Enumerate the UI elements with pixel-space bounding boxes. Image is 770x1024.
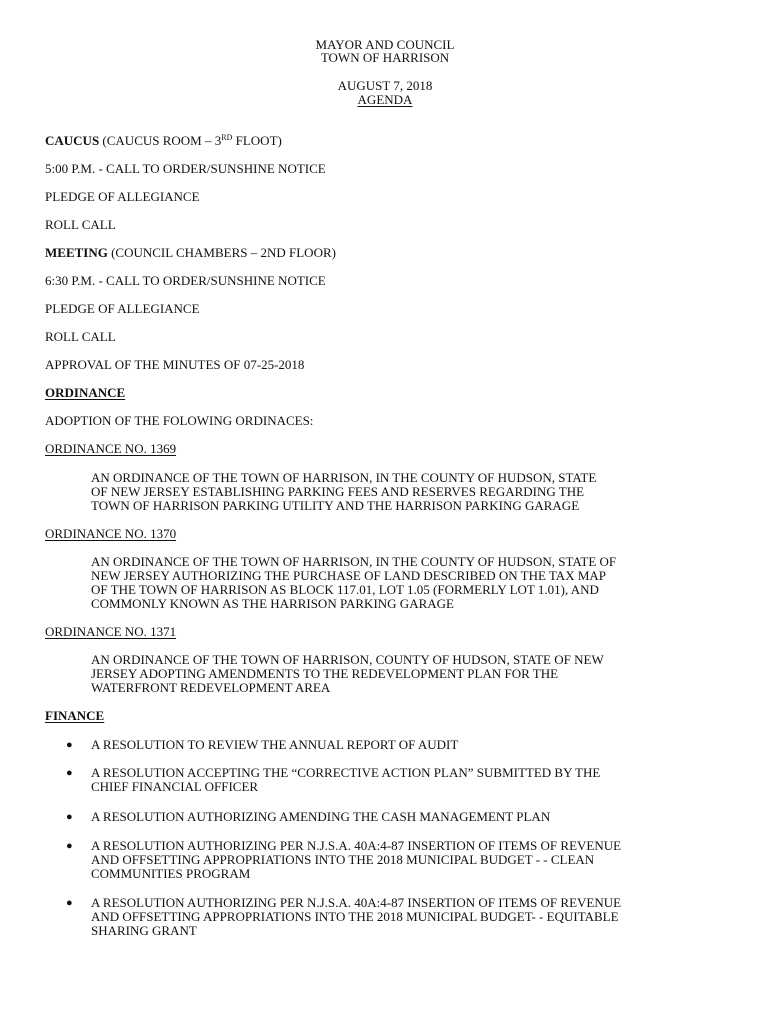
caucus-call: 5:00 P.M. - CALL TO ORDER/SUNSHINE NOTICE — [45, 161, 326, 176]
header-date: AUGUST 7, 2018 — [337, 78, 433, 93]
ordinance-text-line: WATERFRONT REDEVELOPMENT AREA — [91, 680, 331, 695]
ordinance-text-line: AN ORDINANCE OF THE TOWN OF HARRISON, COUNTY OF HUDSON, STATE OF NEW — [91, 652, 604, 667]
finance-item-line: AND OFFSETTING APPROPRIATIONS INTO THE 2018 MUNICIPAL BUDGET- - EQUITABLE — [91, 909, 619, 924]
bullet-icon: ● — [66, 811, 73, 823]
ordinance-heading-text: ORDINANCE — [45, 385, 126, 400]
meeting-label: MEETING — [45, 245, 108, 260]
caucus-pledge: PLEDGE OF ALLEGIANCE — [45, 189, 200, 204]
finance-item-line: A RESOLUTION ACCEPTING THE “CORRECTIVE ACTION PLAN” SUBMITTED BY THE — [91, 765, 601, 780]
ordinance-text-line: OF THE TOWN OF HARRISON AS BLOCK 117.01, LOT 1.05 (FORMERLY LOT 1.01), AND — [91, 582, 599, 597]
caucus-room-pre: (CAUCUS ROOM – 3 — [102, 133, 222, 148]
caucus-room-sup: RD — [221, 133, 233, 142]
finance-item-line: A RESOLUTION AUTHORIZING AMENDING THE CASH MANAGEMENT PLAN — [91, 809, 551, 824]
ordinance-text-line: JERSEY ADOPTING AMENDMENTS TO THE REDEVELOPMENT PLAN FOR THE — [91, 666, 559, 681]
bullet-icon: ● — [66, 897, 73, 909]
finance-heading — [45, 709, 104, 723]
ordinance-1370-number: ORDINANCE NO. 1370 — [45, 526, 177, 541]
bullet-icon: ● — [66, 739, 73, 751]
meeting-heading — [45, 246, 336, 260]
caucus-room-post: FLOOT) — [232, 133, 282, 148]
bullet-icon: ● — [66, 840, 73, 852]
ordinance-1369-number: ORDINANCE NO. 1369 — [45, 441, 177, 456]
ordinance-intro: ADOPTION OF THE FOLOWING ORDINACES: — [45, 413, 314, 428]
ordinance-text-line: COMMONLY KNOWN AS THE HARRISON PARKING GARAGE — [91, 596, 454, 611]
header-title: MAYOR AND COUNCIL — [315, 37, 455, 52]
finance-item-line: COMMUNITIES PROGRAM — [91, 866, 251, 881]
meeting-room: (COUNCIL CHAMBERS – 2ND FLOOR) — [107, 245, 336, 260]
caucus-label: CAUCUS — [45, 133, 100, 148]
ordinance-number — [45, 442, 176, 456]
meeting-call: 6:30 P.M. - CALL TO ORDER/SUNSHINE NOTICE — [45, 273, 326, 288]
bullet-icon: ● — [66, 767, 73, 779]
ordinance-heading — [45, 386, 125, 400]
meeting-pledge: PLEDGE OF ALLEGIANCE — [45, 301, 200, 316]
finance-item-line: SHARING GRANT — [91, 923, 197, 938]
meeting-minutes: APPROVAL OF THE MINUTES OF 07-25-2018 — [45, 357, 305, 372]
finance-item-line: AND OFFSETTING APPROPRIATIONS INTO THE 2018 MUNICIPAL BUDGET - - CLEAN — [91, 852, 595, 867]
finance-item-line: A RESOLUTION AUTHORIZING PER N.J.S.A. 40A:4-87 INSERTION OF ITEMS OF REVENUE — [91, 838, 622, 853]
ordinance-text-line: TOWN OF HARRISON PARKING UTILITY AND THE HARRISON PARKING GARAGE — [91, 498, 580, 513]
agenda-label: AGENDA — [357, 92, 413, 107]
caucus-heading — [45, 134, 282, 148]
ordinance-text-line: NEW JERSEY AUTHORIZING THE PURCHASE OF LAND DESCRIBED ON THE TAX MAP — [91, 568, 607, 583]
ordinance-text-line: OF NEW JERSEY ESTABLISHING PARKING FEES AND RESERVES REGARDING THE — [91, 484, 585, 499]
finance-item-line: CHIEF FINANCIAL OFFICER — [91, 779, 259, 794]
header-town: TOWN OF HARRISON — [320, 50, 450, 65]
finance-item-line: A RESOLUTION AUTHORIZING PER N.J.S.A. 40A:4-87 INSERTION OF ITEMS OF REVENUE — [91, 895, 622, 910]
ordinance-number — [45, 527, 176, 541]
meeting-roll: ROLL CALL — [45, 329, 116, 344]
ordinance-text-line: AN ORDINANCE OF THE TOWN OF HARRISON, IN THE COUNTY OF HUDSON, STATE OF — [91, 554, 617, 569]
ordinance-1371-number: ORDINANCE NO. 1371 — [45, 624, 177, 639]
ordinance-number — [45, 625, 176, 639]
caucus-roll: ROLL CALL — [45, 217, 116, 232]
header-agenda — [0, 93, 770, 107]
finance-item-line: A RESOLUTION TO REVIEW THE ANNUAL REPORT OF AUDIT — [91, 737, 459, 752]
ordinance-text-line: AN ORDINANCE OF THE TOWN OF HARRISON, IN THE COUNTY OF HUDSON, STATE — [91, 470, 597, 485]
finance-heading-text: FINANCE — [45, 708, 105, 723]
